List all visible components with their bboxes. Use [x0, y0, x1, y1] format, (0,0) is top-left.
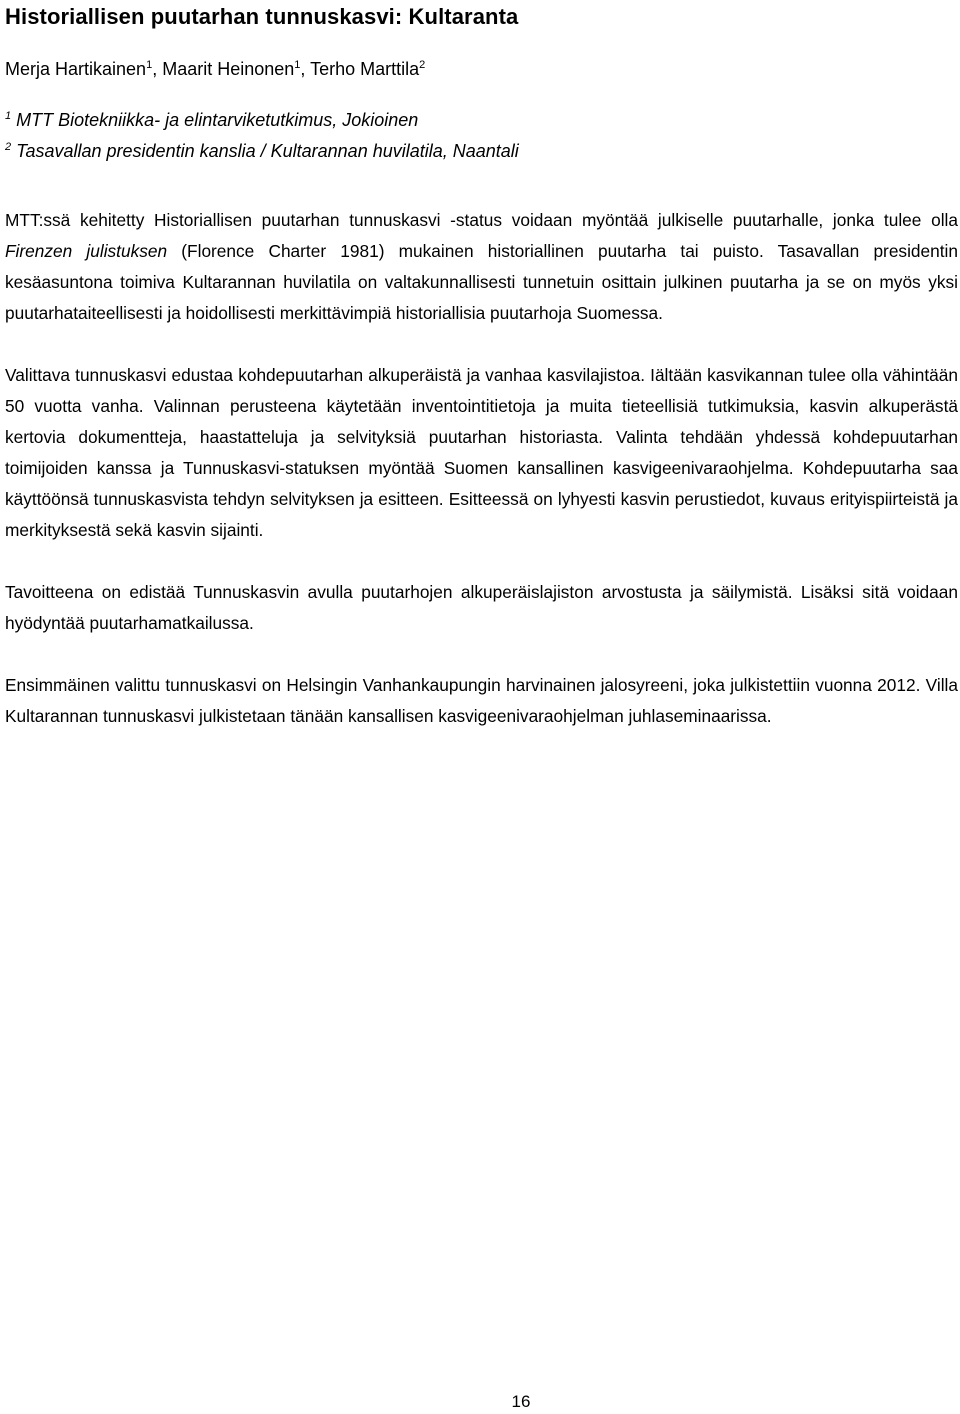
- body-paragraph: Tavoitteena on edistää Tunnuskasvin avulla puutarhojen alkuperäislajiston arvostusta ja säilymistä. Lisäksi sitä voidaan hyödyntää puutarhamatkailussa.: [5, 582, 958, 633]
- page-number: 16: [511, 1392, 531, 1411]
- author-affiliation-marker: 2: [419, 59, 426, 71]
- affiliation-item: [5, 136, 958, 167]
- author-name: Merja Hartikainen: [5, 59, 147, 79]
- author-separator: ,: [300, 59, 311, 79]
- document-page: [5, 0, 958, 732]
- affiliation-item: [5, 105, 958, 136]
- italic-term: Firenzen julistuksen: [5, 241, 168, 261]
- author-affiliation-marker: 1: [146, 59, 153, 71]
- paragraph-text: (Florence Charter 1981) mukainen historiallinen puutarha tai puisto. Tasavallan presidentin kesäasuntona toimiva Kultarannan huvilatila on valtakunnallisesti tunnetuin osittain julkinen puutarha ja se on myös yksi puutarhataiteellisesti ja hoidollisesti merkittävimpiä historiallisia puutarhoja Suomessa.: [5, 241, 958, 323]
- body-paragraph: Ensimmäinen valittu tunnuskasvi on Helsingin Vanhankaupungin harvinainen jalosyreeni, joka julkistettiin vuonna 2012. Villa Kultarannan tunnuskasvi julkistetaan tänään kansallisen kasvigeenivaraohjelman juhlaseminaarissa.: [5, 675, 958, 726]
- affiliation-marker: 2: [5, 141, 12, 153]
- affiliation-text: MTT Biotekniikka- ja elintarviketutkimus, Jokioinen: [16, 110, 419, 130]
- affiliation-marker: 1: [5, 110, 12, 122]
- author-separator: ,: [152, 59, 163, 79]
- author-name: Terho Marttila: [310, 59, 420, 79]
- body-paragraph: Valittava tunnuskasvi edustaa kohdepuutarhan alkuperäistä ja vanhaa kasvilajistoa. Iältään kasvikannan tulee olla vähintään 50 vuotta vanha. Valinnan perusteena käytetään inventointitietoja ja muita tieteellisiä tutkimuksia, kasvin alkuperästä kertovia dokumentteja, haastatteluja ja selvityksiä puutarhan historiasta. Valinta tehdään yhdessä kohdepuutarhan toimijoiden kanssa ja Tunnuskasvi-statuksen myöntää Suomen kansallinen kasvigeenivaraohjelma. Kohdepuutarha saa käyttöönsä tunnuskasvista tehdyn selvityksen ja esitteen. Esitteessä on lyhyesti kasvin perustiedot, kuvaus erityispiirteistä ja merkityksestä sekä kasvin sijainti.: [5, 365, 958, 540]
- author-list: [5, 57, 958, 81]
- author-affiliation-marker: 1: [294, 59, 301, 71]
- affiliation-text: Tasavallan presidentin kanslia / Kultarannan huvilatila, Naantali: [16, 141, 519, 161]
- document-title: Historiallisen puutarhan tunnuskasvi: Kultaranta: [5, 4, 519, 29]
- affiliation-list: [5, 105, 958, 167]
- author-name: Maarit Heinonen: [162, 59, 295, 79]
- paragraph-text: MTT:ssä kehitetty Historiallisen puutarhan tunnuskasvi -status voidaan myöntää julkiselle puutarhalle, jonka tulee olla: [5, 210, 958, 230]
- body-paragraph: [5, 205, 958, 329]
